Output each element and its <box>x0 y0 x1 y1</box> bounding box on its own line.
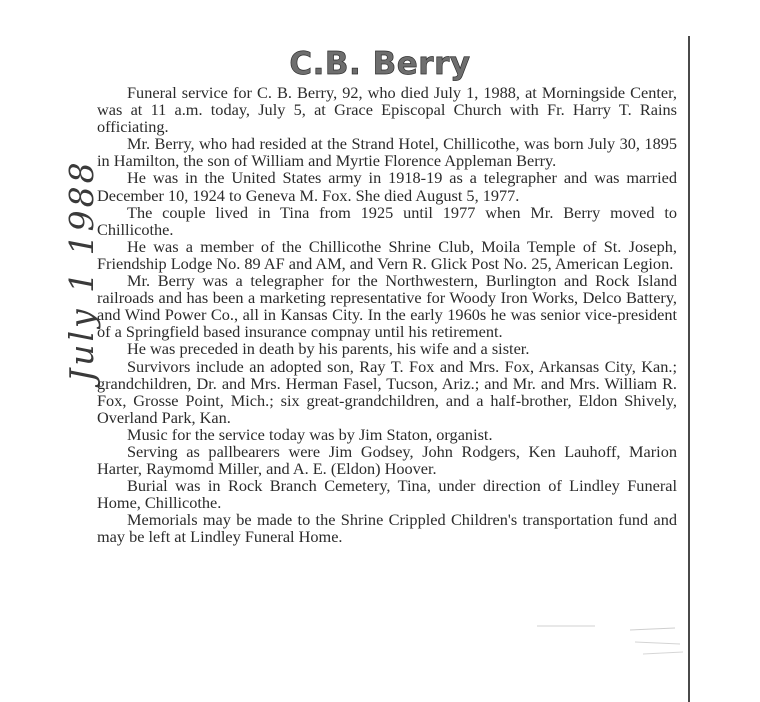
article-paragraph: The couple lived in Tina from 1925 until 1977 when Mr. Berry moved to Chillicothe. <box>97 202 677 239</box>
column-rule <box>688 36 690 702</box>
article-paragraph: He was preceded in death by his parents, his wife and a sister. <box>127 339 530 359</box>
article-paragraph: Serving as pallbearers were Jim Godsey, John Rodgers, Ken Lauhoff, Marion Harter, Raymomd Miller, and A. E. (Eldon) Hoover. <box>97 441 677 479</box>
faded-stamp-graphic <box>535 618 685 660</box>
article-paragraph: He was in the United States army in 1918-19 as a telegrapher and was married December 10, 1924 to Geneva M. Fox. She died August 5, 1977. <box>97 168 677 205</box>
article-paragraph: He was a member of the Chillicothe Shrine Club, Moila Temple of St. Joseph, Friendship Lodge No. 89 AF and AM, and Vern R. Glick Post No. 25, American Legion. <box>97 236 677 273</box>
article-paragraph: Mr. Berry, who had resided at the Strand Hotel, Chillicothe, was born July 30, 1895 in Hamilton, the son of William and Myrtie Florence Appleman Berry. <box>97 134 677 171</box>
handwritten-date: July 1 1988 <box>62 159 101 382</box>
article-paragraph: Mr. Berry was a telegrapher for the Northwestern, Burlington and Rock Island railroads and has been a marketing representative for Woody Iron Works, Delco Battery, and Wind Power Co., all in Kansas City. In the early 1960s he was senior vice-president of a Springfield based insurance compnay until his retirement. <box>97 271 677 342</box>
obituary-headline: C.B. Berry <box>289 46 471 82</box>
article-paragraph: Funeral service for C. B. Berry, 92, who died July 1, 1988, at Morningside Center, was at 11 a.m. today, July 5, at Grace Episcopal Church with Fr. Harry T. Rains officiating. <box>97 83 677 137</box>
article-paragraph: Burial was in Rock Branch Cemetery, Tina, under direction of Lindley Funeral Home, Chillicothe. <box>97 476 677 513</box>
article-paragraph: Music for the service today was by Jim Staton, organist. <box>127 424 493 444</box>
article-paragraph: Memorials may be made to the Shrine Crippled Children's transportation fund and may be left at Lindley Funeral Home. <box>97 510 677 547</box>
faded-stamp-marks <box>535 618 685 660</box>
obituary-article <box>97 84 677 546</box>
article-paragraph: Survivors include an adopted son, Ray T. Fox and Mrs. Fox, Arkansas City, Kan.; grandchildren, Dr. and Mrs. Herman Fasel, Tucson, Ariz.; and Mr. and Mrs. William R. Fox, Grosse Point, Mich.; six great-grandchildren, and a half-brother, Eldon Shively, Overland Park, Kan. <box>97 356 677 427</box>
